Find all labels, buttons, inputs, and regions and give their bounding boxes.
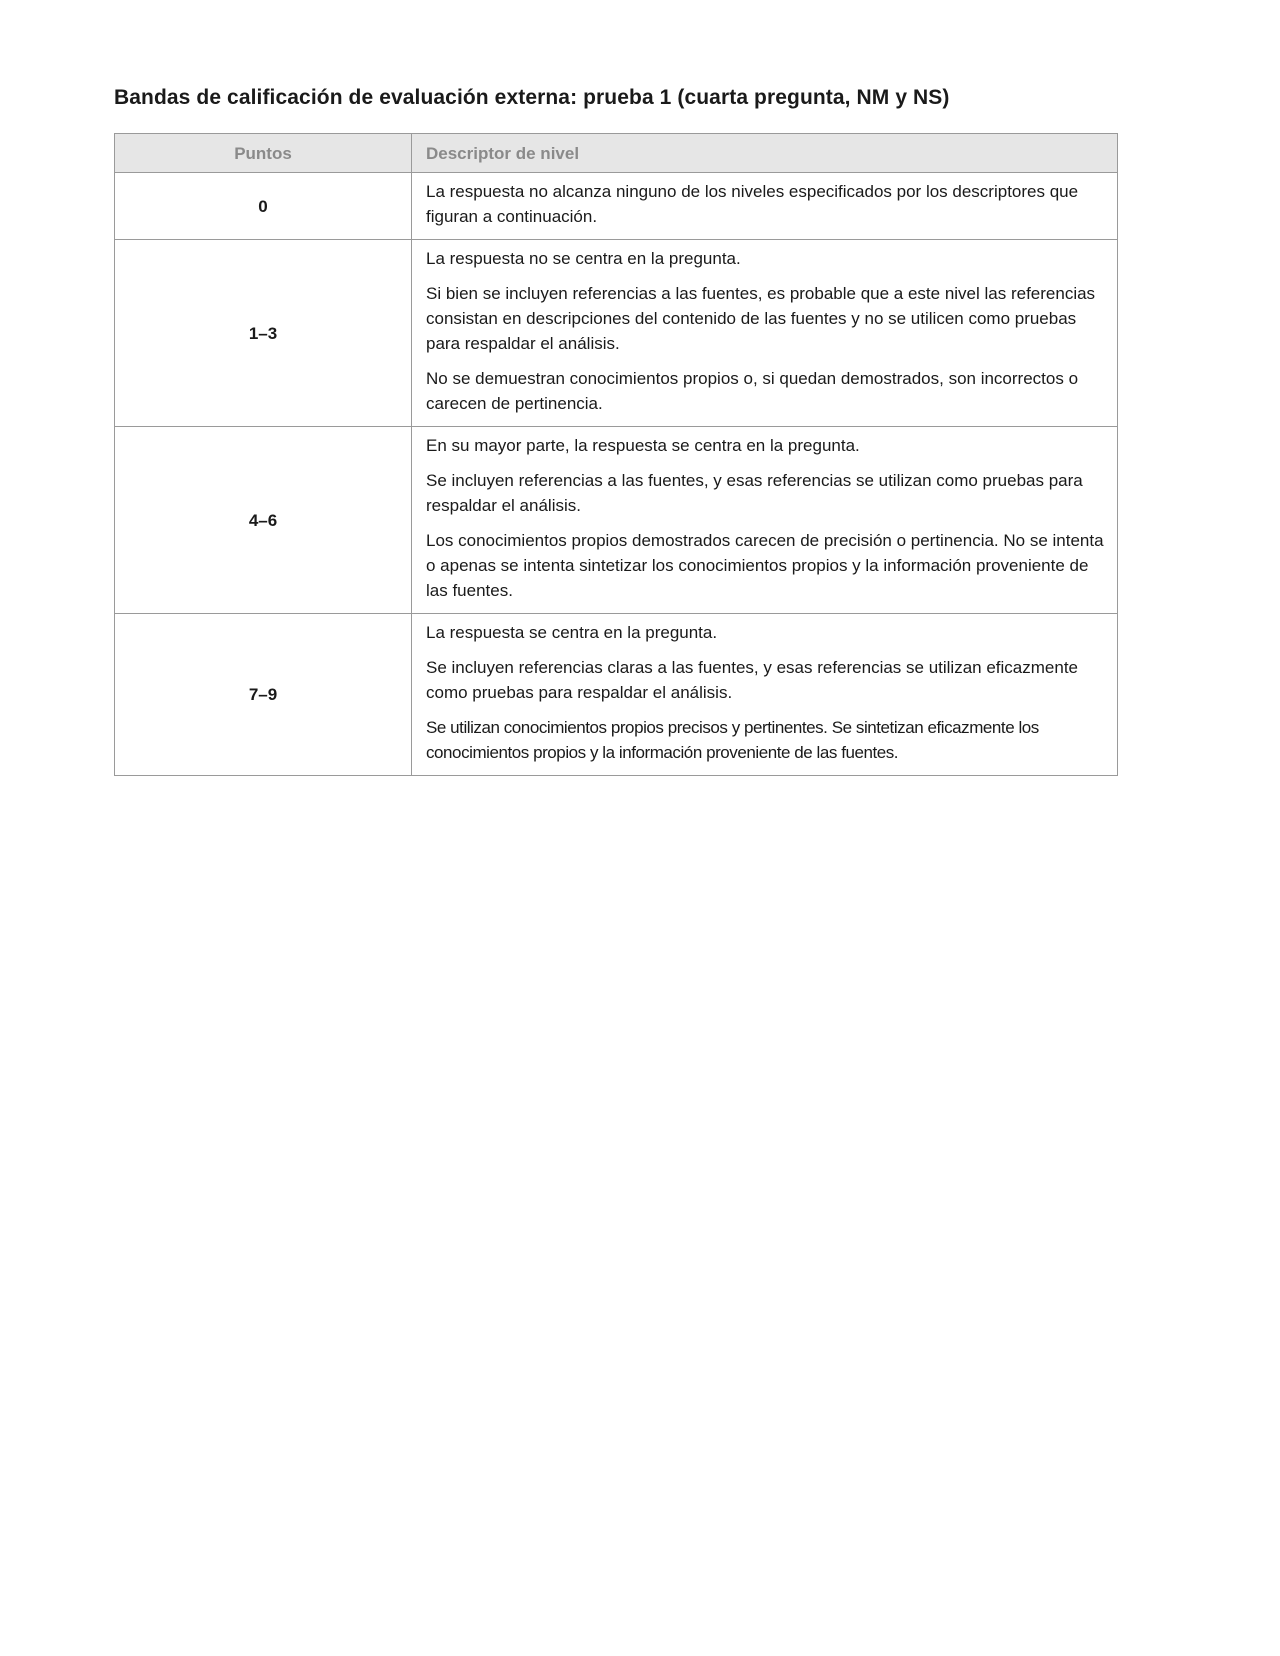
descriptor-cell [412,427,1118,614]
descriptor-cell [412,173,1118,240]
table-header-row [115,134,1118,173]
points-cell: 4–6 [115,427,412,614]
header-points: Puntos [115,134,412,173]
descriptor-paragraph: No se demuestran conocimientos propios o, si quedan demostrados, son incorrectos o carecen de pertinencia. [426,369,1079,413]
markbands-table [114,133,1118,776]
descriptor-paragraph: Si bien se incluyen referencias a las fuentes, es probable que a este nivel las referencias consistan en descripciones del contenido de las fuentes y no se utilicen como pruebas para respaldar el análisis. [426,284,1096,353]
descriptor-paragraph: Se incluyen referencias claras a las fuentes, y esas referencias se utilizan eficazmente como pruebas para respaldar el análisis. [426,658,1078,702]
points-cell: 7–9 [115,614,412,776]
descriptor-paragraph: La respuesta no se centra en la pregunta. [426,249,741,268]
document-title: Bandas de calificación de evaluación externa: prueba 1 (cuarta pregunta, NM y NS) [114,86,950,109]
descriptor-cell [412,240,1118,427]
descriptor-cell [412,614,1118,776]
descriptor-paragraph: Se utilizan conocimientos propios precisos y pertinentes. Se sintetizan eficazmente los conocimientos propios y la información proveniente de las fuentes. [426,718,1039,762]
table-row [115,427,1118,614]
descriptor-paragraph: La respuesta se centra en la pregunta. [426,623,718,642]
points-cell: 1–3 [115,240,412,427]
points-cell: 0 [115,173,412,240]
header-descriptor: Descriptor de nivel [412,134,1118,173]
descriptor-paragraph: Se incluyen referencias a las fuentes, y esas referencias se utilizan como pruebas para respaldar el análisis. [426,471,1083,515]
table-row [115,614,1118,776]
table-row [115,173,1118,240]
descriptor-paragraph: En su mayor parte, la respuesta se centra en la pregunta. [426,436,860,455]
descriptor-paragraph: Los conocimientos propios demostrados carecen de precisión o pertinencia. No se intenta o apenas se intenta sintetizar los conocimientos propios y la información proveniente de las fuentes. [426,531,1104,600]
descriptor-paragraph: La respuesta no alcanza ninguno de los niveles especificados por los descriptores que figuran a continuación. [426,182,1079,226]
table-row [115,240,1118,427]
